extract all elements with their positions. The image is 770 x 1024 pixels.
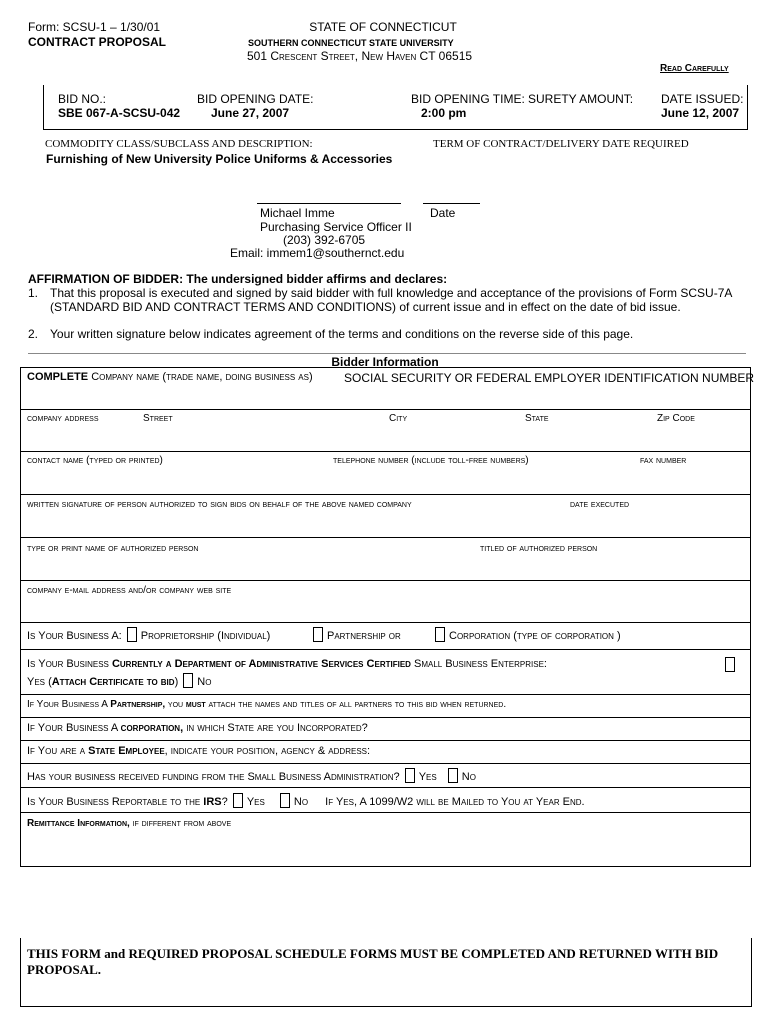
university-name: SOUTHERN CONNECTICUT STATE UNIVERSITY	[248, 38, 454, 48]
officer-date-label: Date	[430, 206, 456, 220]
email-label: company e-mail address and/or company web site	[27, 585, 232, 596]
signature-label: written signature of person authorized to sign bids on behalf of the above named company	[27, 499, 412, 510]
business-type-row	[27, 627, 270, 642]
irs-question	[27, 793, 585, 808]
das-text-b: Currently a Department of Administrative Services Certified	[111, 658, 411, 670]
state-label: State	[525, 413, 549, 424]
corporation-option	[433, 627, 621, 642]
partnership-q-d: must	[185, 699, 206, 710]
opening-date: June 27, 2007	[211, 106, 290, 120]
das-no-checkbox[interactable]	[183, 673, 193, 688]
bidder-grid	[20, 367, 751, 867]
das-no-label: No	[197, 676, 212, 688]
officer-title: Purchasing Service Officer II	[260, 220, 412, 234]
officer-signature-line	[257, 203, 401, 204]
irs-yes-checkbox[interactable]	[233, 793, 243, 808]
officer-email: Email: immem1@southernct.edu	[230, 246, 405, 260]
opening-time-label: BID OPENING TIME:	[411, 92, 525, 106]
affirmation-item2: Your written signature below indicates agreement of the terms and conditions on the reverse side of this page.	[50, 327, 634, 341]
zip-label: Zip Code	[657, 413, 695, 424]
sba-no-label: No	[461, 771, 476, 783]
commodity-label: COMMODITY CLASS/SUBCLASS AND DESCRIPTION:	[45, 138, 313, 150]
affirmation-item1-num: 1.	[28, 286, 39, 300]
complete-label: COMPLETE	[27, 371, 89, 383]
partnership-checkbox[interactable]	[313, 627, 323, 642]
sba-question	[27, 768, 476, 783]
corporation-label: Corporation (type of corporation )	[449, 630, 621, 642]
corporation-question	[27, 722, 368, 734]
state-name: STATE OF CONNECTICUT	[309, 20, 457, 34]
contact-label: contact name (typed or printed)	[27, 455, 163, 466]
employee-c: , indicate your position, agency & address:	[164, 745, 371, 757]
officer-phone: (203) 392-6705	[283, 233, 366, 247]
employee-a: If You are a	[27, 745, 86, 757]
form-title: CONTRACT PROPOSAL	[28, 35, 166, 49]
sba-yes-checkbox[interactable]	[405, 768, 415, 783]
corp-q-c: in which State are you Incorporated?	[186, 722, 368, 734]
opening-time: 2:00 pm	[421, 106, 467, 120]
partnership-label: Partnership or	[327, 630, 401, 642]
partnership-q-b: Partnership,	[110, 699, 166, 710]
remit-b: if different from above	[132, 818, 232, 829]
employee-question	[27, 745, 370, 757]
partnership-q-e: attach the names and titles of all partners to this bid when returned.	[208, 699, 507, 710]
irs-b: IRS	[203, 796, 222, 808]
commodity-description: Furnishing of New University Police Uniforms & Accessories	[46, 152, 393, 166]
das-answer-row	[27, 673, 211, 688]
irs-note: If Yes, A 1099/W2 will be Mailed to You at Year End.	[325, 796, 585, 808]
telephone-label: telephone number (include toll-free numbers)	[333, 455, 529, 466]
partnership-question	[27, 699, 506, 710]
irs-a: Is Your Business Reportable to the	[27, 796, 201, 808]
business-type-label: Is Your Business A:	[27, 630, 122, 642]
sba-no-checkbox[interactable]	[448, 768, 458, 783]
date-issued-label: DATE ISSUED:	[661, 92, 744, 106]
opening-date-label: BID OPENING DATE:	[197, 92, 314, 106]
affirmation-item1-line1: That this proposal is executed and signed by said bidder with full knowledge and acceptance of the provisions of Form SCSU-7A	[50, 286, 733, 300]
ssn-label: SOCIAL SECURITY OR FEDERAL EMPLOYER IDENTIFICATION NUMBER	[344, 371, 755, 385]
partnership-option	[311, 627, 401, 642]
das-question	[27, 658, 547, 670]
corp-q-b: corporation,	[120, 722, 184, 734]
partnership-q-c: you	[167, 699, 184, 710]
surety-label: SURETY AMOUNT:	[528, 92, 634, 106]
irs-yes-label: Yes	[246, 796, 265, 808]
titled-label: titled of authorized person	[480, 543, 598, 554]
company-name-label	[27, 371, 313, 383]
proprietorship-label: Proprietorship (Individual)	[140, 630, 271, 642]
date-issued: June 12, 2007	[661, 106, 740, 120]
form-id: Form: SCSU-1 – 1/30/01	[28, 20, 161, 34]
irs-no-label: No	[293, 796, 309, 808]
company-name-field-label: Company name (trade name, doing business as)	[91, 371, 313, 383]
corporation-checkbox[interactable]	[435, 627, 445, 642]
affirmation-heading: AFFIRMATION OF BIDDER: The undersigned bidder affirms and declares:	[28, 272, 448, 286]
employee-b: State Employee	[88, 745, 165, 757]
das-attach-label: Attach Certificate to bid	[51, 676, 175, 688]
das-text-c: Small Business Enterprise:	[414, 658, 547, 670]
irs-c: ?	[221, 796, 228, 808]
type-name-label: type or print name of authorized person	[27, 543, 199, 554]
sba-yes-label: Yes	[418, 771, 437, 783]
das-yes-label: Yes (	[27, 676, 52, 688]
affirmation-item2-num: 2.	[28, 327, 39, 341]
bid-no: SBE 067-A-SCSU-042	[58, 106, 181, 120]
das-checkbox-right[interactable]	[723, 656, 739, 674]
partnership-q-a: If Your Business A	[27, 699, 108, 710]
bid-no-label: BID NO.:	[58, 92, 107, 106]
bidder-top-rule	[28, 353, 746, 354]
das-close: )	[174, 676, 179, 688]
fax-label: fax number	[640, 455, 687, 466]
corp-q-a: If Your Business A	[27, 722, 118, 734]
footer-notice: THIS FORM and REQUIRED PROPOSAL SCHEDULE FORMS MUST BE COMPLETED AND RETURNED WITH BID PROPOSAL.	[27, 946, 719, 977]
city-label: City	[389, 413, 408, 424]
das-text-a: Is Your Business	[27, 658, 109, 670]
company-address-label: company address	[27, 413, 99, 424]
bidder-heading: Bidder Information	[331, 355, 439, 369]
read-carefully: Read Carefully	[660, 63, 729, 74]
sba-text: Has your business received funding from the Small Business Administration?	[27, 771, 400, 783]
officer-date-line	[423, 203, 480, 204]
date-executed-label: date executed	[570, 499, 630, 510]
term-label: TERM OF CONTRACT/DELIVERY DATE REQUIRED	[433, 138, 689, 150]
remit-a: Remittance Information,	[27, 818, 130, 829]
irs-no-checkbox[interactable]	[280, 793, 290, 808]
street-label: Street	[143, 413, 173, 424]
proprietorship-checkbox[interactable]	[127, 627, 137, 642]
remittance-label	[27, 818, 231, 829]
affirmation-item1-line2: (STANDARD BID AND CONTRACT TERMS AND CONDITIONS) of current issue and in effect on the date of bid issue.	[50, 300, 681, 314]
officer-name: Michael Imme	[260, 206, 335, 220]
university-address: 501 Crescent Street, New Haven CT 06515	[247, 49, 473, 63]
